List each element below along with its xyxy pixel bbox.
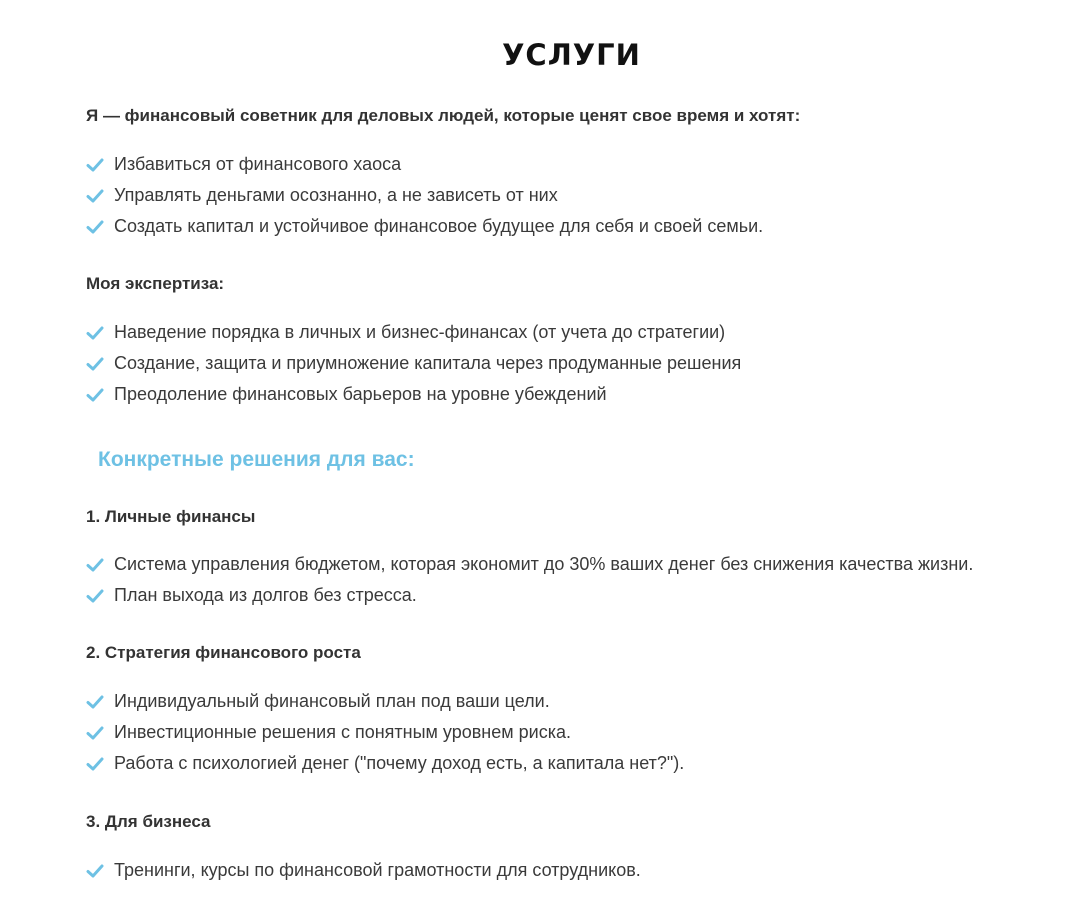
personal-finance-list	[86, 549, 973, 611]
section-heading-personal: 1. Личные финансы	[86, 507, 256, 526]
list-item	[86, 379, 741, 410]
check-icon	[86, 724, 104, 742]
list-item	[86, 348, 741, 379]
business-list	[86, 855, 641, 886]
check-icon	[86, 187, 104, 205]
list-item	[86, 580, 973, 611]
list-item	[86, 686, 684, 717]
list-item	[86, 211, 763, 242]
list-item-text: Тренинги, курсы по финансовой грамотности для сотрудников.	[114, 860, 641, 880]
list-item-text: Избавиться от финансового хаоса	[114, 154, 402, 174]
list-item	[86, 149, 763, 180]
list-item	[86, 317, 741, 348]
check-icon	[86, 324, 104, 342]
check-icon	[86, 556, 104, 574]
list-item-text: Создать капитал и устойчивое финансовое будущее для себя и своей семьи.	[114, 216, 764, 236]
section-heading-business: 3. Для бизнеса	[86, 812, 211, 831]
expertise-list	[86, 317, 741, 410]
list-item-text: Наведение порядка в личных и бизнес-финансах (от учета до стратегии)	[114, 322, 726, 342]
expertise-heading: Моя экспертиза:	[86, 274, 225, 293]
list-item	[86, 855, 641, 886]
check-icon	[86, 862, 104, 880]
list-item-text: Индивидуальный финансовый план под ваши цели.	[114, 691, 550, 711]
growth-strategy-list	[86, 686, 684, 779]
list-item-text: Система управления бюджетом, которая экономит до 30% ваших денег без снижения качества жизни.	[114, 554, 974, 574]
page-title: УСЛУГИ	[502, 38, 641, 72]
check-icon	[86, 156, 104, 174]
list-item-text: Преодоление финансовых барьеров на уровне убеждений	[114, 384, 607, 404]
list-item	[86, 748, 684, 779]
list-item-text: Создание, защита и приумножение капитала через продуманные решения	[114, 353, 742, 373]
list-item-text: Работа с психологией денег ("почему доход есть, а капитала нет?").	[114, 753, 685, 773]
list-item-text: Инвестиционные решения с понятным уровнем риска.	[114, 722, 571, 742]
check-icon	[86, 693, 104, 711]
check-icon	[86, 755, 104, 773]
check-icon	[86, 587, 104, 605]
list-item	[86, 717, 684, 748]
list-item-text: Управлять деньгами осознанно, а не зависеть от них	[114, 185, 558, 205]
list-item-text: План выхода из долгов без стресса.	[114, 585, 417, 605]
check-icon	[86, 386, 104, 404]
solutions-heading: Конкретные решения для вас:	[98, 448, 415, 471]
list-item	[86, 549, 973, 580]
check-icon	[86, 218, 104, 236]
section-heading-growth: 2. Стратегия финансового роста	[86, 643, 361, 662]
wants-list	[86, 149, 763, 242]
intro-lead: Я — финансовый советник для деловых людей, которые ценят свое время и хотят:	[86, 106, 801, 125]
check-icon	[86, 355, 104, 373]
list-item	[86, 180, 763, 211]
